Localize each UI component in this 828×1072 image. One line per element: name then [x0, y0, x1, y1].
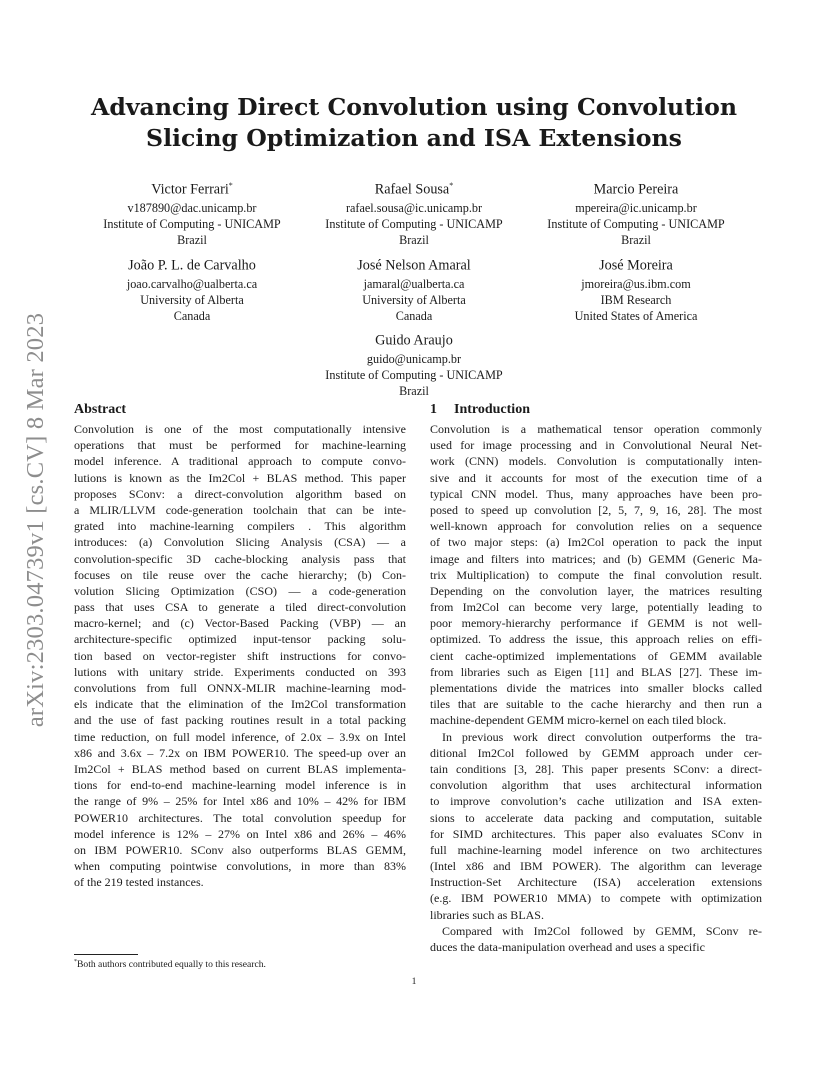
- text-line: machine-dependent GEMM micro-kernel on each tiled block.: [430, 713, 727, 728]
- author-block: [506, 176, 766, 249]
- introduction-section: [430, 401, 762, 955]
- author-email: v187890@dac.unicamp.br: [127, 200, 257, 215]
- text-line: focuses on tile reuse over the cache hierarchy; (b) Con-: [74, 567, 406, 582]
- author-country: Brazil: [399, 384, 429, 399]
- text-line: sive and it accounts for most of the execution time of a: [430, 470, 762, 485]
- text-line: model inference. A traditional approach to compute convo-: [74, 454, 406, 469]
- text-line: of two major steps: (a) Im2Col operation to pack the input: [430, 535, 762, 550]
- text-line: to improve convolution’s cache utilization and ISA exten-: [430, 794, 762, 809]
- author-affiliation: Institute of Computing - UNICAMP: [103, 217, 281, 232]
- author-country: United States of America: [574, 309, 698, 324]
- author-email: jmoreira@us.ibm.com: [581, 276, 691, 291]
- text-line: when computing pointwise convolutions, in more than 83%: [74, 859, 406, 874]
- title-line: Slicing Optimization and ISA Extensions: [146, 123, 682, 152]
- text-line: from Im2Col can become very large, potentially leading to: [430, 600, 762, 615]
- author-affiliation: IBM Research: [600, 293, 672, 308]
- author-affiliation: Institute of Computing - UNICAMP: [325, 217, 503, 232]
- author-country: Canada: [173, 309, 211, 324]
- introduction-body: [430, 421, 762, 955]
- text-line: tiles that are suitable to the cache hierarchy and then run a: [430, 697, 762, 712]
- author-affiliation: University of Alberta: [362, 293, 466, 308]
- author-block: [284, 176, 544, 249]
- text-line: pass that uses CSA to generate a tiled direct-convolution: [74, 600, 406, 615]
- author-country: Brazil: [399, 233, 429, 248]
- author-email: mpereira@ic.unicamp.br: [575, 200, 697, 215]
- author-block: [62, 176, 322, 249]
- section-number: 1: [430, 402, 437, 417]
- footnote: *Both authors contributed equally to this research.: [74, 959, 266, 971]
- text-line: time reduction, on full model inference, of 2.0x – 3.9x on Intel: [74, 729, 406, 744]
- text-line: (e.g. IBM POWER10 MMA) to compete with optimization: [430, 891, 762, 906]
- text-line: full machine-learning model inference on two architectures: [430, 842, 762, 857]
- abstract-heading: Abstract: [74, 402, 127, 417]
- author-email: joao.carvalho@ualberta.ca: [126, 276, 258, 291]
- author-name: João P. L. de Carvalho: [128, 257, 256, 274]
- text-line: ditional Im2Col followed by GEMM approach under cer-: [430, 745, 762, 760]
- text-line: introduces: (a) Convolution Slicing Analysis (CSA) — a: [74, 535, 406, 550]
- text-line: In previous work direct convolution outperforms the tra-: [442, 729, 762, 744]
- text-line: tain conditions [3, 28]. This paper presents SConv: a direct-: [430, 761, 762, 776]
- author-email: jamaral@ualberta.ca: [363, 276, 465, 291]
- introduction-heading: [430, 401, 762, 421]
- text-line: lutions with unitary stride. Experiments conducted on 393: [74, 664, 406, 679]
- author-affiliation: University of Alberta: [140, 293, 244, 308]
- author-name: José Moreira: [599, 257, 673, 274]
- author-affiliation: Institute of Computing - UNICAMP: [325, 368, 503, 383]
- text-line: grated into machine-learning compilers . This algorithm: [74, 519, 406, 534]
- text-line: model inference is 12% – 27% on Intel x86 and 26% – 46%: [74, 826, 406, 841]
- author-name: Marcio Pereira: [593, 181, 679, 198]
- text-line: architecture-specific optimized input-tensor packing solu-: [74, 632, 406, 647]
- text-line: well-known approach for convolution relies on a sequence: [430, 519, 762, 534]
- text-line: poor memory-hierarchy performance if GEMM is not well-: [430, 616, 762, 631]
- author-name: José Nelson Amaral: [357, 257, 471, 274]
- text-line: work (CNN) models. Convolution is computationally inten-: [430, 454, 762, 469]
- text-line: from libraries such as Eigen [11] and BLAS [27]. These im-: [430, 664, 762, 679]
- text-line: convolutions from full ONNX-MLIR machine-learning mod-: [74, 681, 406, 695]
- text-line: Compared with Im2Col followed by GEMM, SConv re-: [442, 923, 762, 938]
- text-line: of the 219 tested instances.: [74, 875, 204, 890]
- text-line: duces the data-manipulation overhead and uses a specific: [430, 940, 705, 954]
- text-line: optimized. To address the issue, this approach relies on effi-: [430, 632, 762, 647]
- abstract-section: [74, 401, 406, 890]
- author-email: guido@unicamp.br: [366, 351, 462, 366]
- text-line: for SIMD architectures. This paper also evaluates SConv in: [430, 826, 762, 841]
- paper-title: [60, 92, 768, 153]
- text-line: macro-kernel; and (c) Vector-Based Packing (VBP) — an: [74, 616, 406, 631]
- text-line: used for image processing and in Convolutional Neural Net-: [430, 438, 762, 453]
- text-line: Im2Col + BLAS method based on current BLAS implementa-: [74, 761, 406, 776]
- text-line: tions for end-to-end machine-learning model inference is in: [74, 778, 406, 793]
- text-line: tion based on vector-register shift instructions for convo-: [74, 648, 406, 663]
- author-country: Brazil: [177, 233, 207, 248]
- text-line: trix Multiplication) to compute the final convolution result.: [430, 567, 762, 582]
- text-line: plementations divide the matrices into smaller blocks called: [430, 681, 762, 695]
- text-line: convolution algorithm that uses architectural information: [430, 778, 762, 793]
- text-line: POWER10 architectures. The total convolution speedup for: [74, 810, 406, 825]
- author-block: [506, 252, 766, 325]
- text-line: lutions is known as the Im2Col + BLAS method. This paper: [74, 470, 406, 485]
- text-line: proposes SConv: a direct-convolution algorithm based on: [74, 486, 406, 501]
- author-name: Guido Araujo: [375, 332, 453, 349]
- author-email: rafael.sousa@ic.unicamp.br: [345, 200, 483, 215]
- text-line: posed to speed up convolution [2, 5, 7, 9, 16, 28]. The most: [430, 502, 762, 517]
- text-line: volution Slicing Optimization (CSO) — a code-generation: [74, 583, 406, 598]
- text-line: (Intel x86 and IBM POWER). The algorithm can leverage: [430, 859, 762, 874]
- text-line: typical CNN model. Thus, many approaches have been pro-: [430, 486, 762, 501]
- abstract-body: [74, 421, 406, 890]
- text-line: the range of 9% – 25% for Intel x86 and 10% – 42% for IBM: [74, 794, 406, 809]
- arxiv-identifier-stamp: arXiv:2303.04739v1 [cs.CV] 8 Mar 2023: [22, 312, 49, 728]
- text-line: operations that must be performed for machine-learning: [74, 438, 406, 453]
- text-line: convolution-specific 3D cache-blocking analysis pass that: [74, 551, 406, 566]
- author-block: [284, 252, 544, 325]
- author-name: Rafael Sousa*: [374, 181, 454, 198]
- author-affiliation: Institute of Computing - UNICAMP: [547, 217, 725, 232]
- author-block: [284, 327, 544, 400]
- text-line: a MLIR/LLVM code-generation toolchain that can be inte-: [74, 502, 406, 517]
- title-line: Advancing Direct Convolution using Convolution: [91, 93, 737, 121]
- text-line: Convolution is one of the most computationally intensive: [74, 422, 406, 436]
- text-line: image and filters into matrices; and (b) GEMM (Generic Ma-: [430, 551, 762, 566]
- footnote-rule: [74, 954, 138, 955]
- text-line: libraries such as BLAS.: [430, 907, 544, 922]
- author-block: [62, 252, 322, 325]
- text-line: x86 and 3.6x – 7.2x on IBM POWER10. The speed-up over an: [74, 745, 406, 760]
- page-number: 1: [411, 976, 417, 987]
- text-line: els indicate that the elimination of the Im2Col transformation: [74, 697, 406, 712]
- text-line: cient cache-optimized implementations of GEMM available: [430, 648, 762, 663]
- text-line: Depending on the convolution layer, the matrices resulting: [430, 583, 762, 598]
- author-country: Brazil: [621, 233, 651, 248]
- text-line: Convolution is a mathematical tensor operation commonly: [430, 422, 762, 436]
- text-line: sions to accelerate data packing and computation, suitable: [430, 810, 762, 825]
- text-line: and the use of fast packing routines result in a total packing: [74, 713, 406, 728]
- text-line: Instruction-Set Architecture (ISA) acceleration extensions: [430, 875, 762, 890]
- author-country: Canada: [395, 309, 433, 324]
- author-name: Victor Ferrari*: [151, 181, 233, 198]
- text-line: on IBM POWER10. SConv also outperforms BLAS GEMM,: [74, 842, 406, 857]
- section-title: Introduction: [454, 402, 530, 417]
